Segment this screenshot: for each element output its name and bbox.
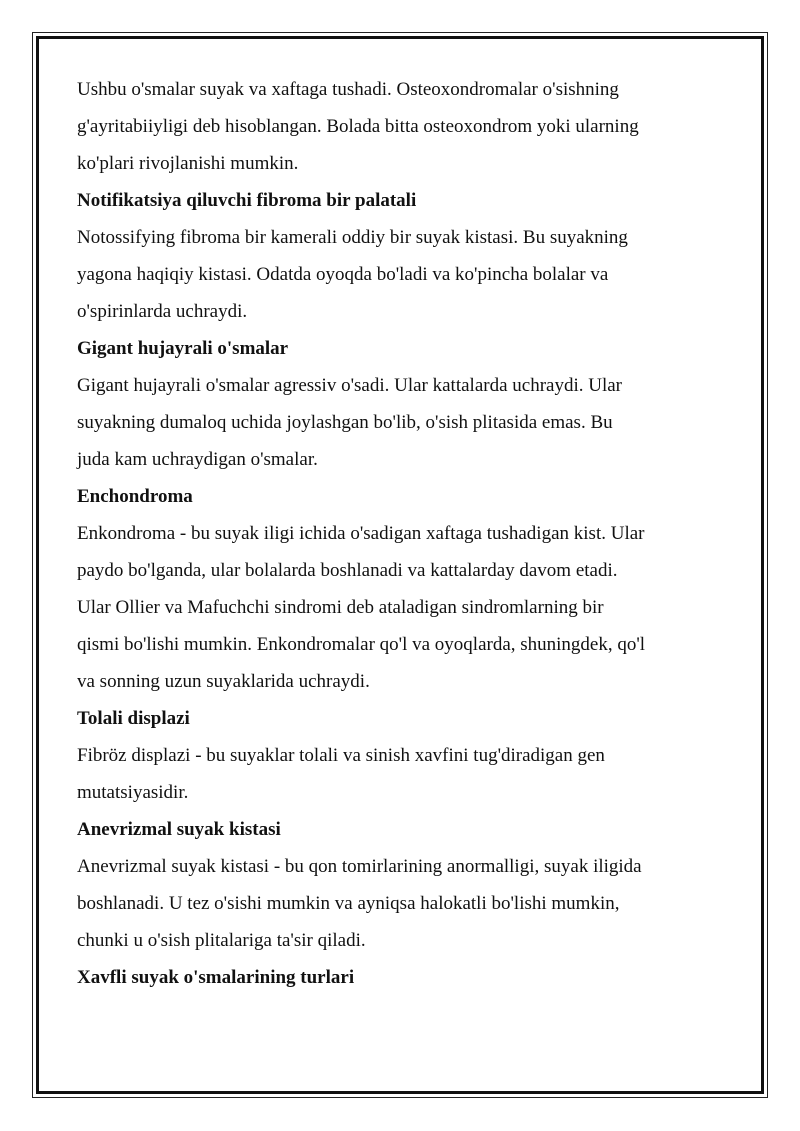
paragraph-line: Notossifying fibroma bir kamerali oddiy bir suyak kistasi. Bu suyakning [77,227,628,248]
paragraph-line: qismi bo'lishi mumkin. Enkondromalar qo'l va oyoqlarda, shuningdek, qo'l [77,634,646,655]
paragraph-line: mutatsiyasidir. [77,782,189,803]
section-heading: Anevrizmal suyak kistasi [77,819,281,840]
paragraph-line: boshlanadi. U tez o'sishi mumkin va ayniqsa halokatli bo'lishi mumkin, [77,893,620,914]
paragraph-line: Enkondroma - bu suyak iligi ichida o'sadigan xaftaga tushadigan kist. Ular [77,523,645,544]
section-heading: Gigant hujayrali o'smalar [77,338,289,359]
paragraph-line: Anevrizmal suyak kistasi - bu qon tomirlarining anormalligi, suyak iligida [77,856,642,877]
paragraph-line: o'spirinlarda uchraydi. [77,301,248,322]
paragraph-line: yagona haqiqiy kistasi. Odatda oyoqda bo'ladi va ko'pincha bolalar va [77,264,609,285]
paragraph-line: va sonning uzun suyaklarida uchraydi. [77,671,370,692]
paragraph-line: chunki u o'sish plitalariga ta'sir qiladi. [77,930,366,951]
paragraph-line: ko'plari rivojlanishi mumkin. [77,153,299,174]
paragraph-line: juda kam uchraydigan o'smalar. [77,449,318,470]
section-heading: Xavfli suyak o'smalarining turlari [77,967,355,988]
section-heading: Enchondroma [77,486,193,507]
paragraph-line: paydo bo'lganda, ular bolalarda boshlanadi va kattalarday davom etadi. [77,560,618,581]
document-body [77,71,727,996]
paragraph-line: Ular Ollier va Mafuchchi sindromi deb ataladigan sindromlarning bir [77,597,604,618]
paragraph-line: Fibröz displazi - bu suyaklar tolali va sinish xavfini tug'diradigan gen [77,745,605,766]
paragraph-line: Gigant hujayrali o'smalar agressiv o'sadi. Ular kattalarda uchraydi. Ular [77,375,622,396]
paragraph-line: suyakning dumaloq uchida joylashgan bo'lib, o'sish plitasida emas. Bu [77,412,613,433]
section-heading: Notifikatsiya qiluvchi fibroma bir palatali [77,190,417,211]
section-heading: Tolali displazi [77,708,190,729]
paragraph-line: g'ayritabiiyligi deb hisoblangan. Bolada bitta osteoxondrom yoki ularning [77,116,639,137]
paragraph-line: Ushbu o'smalar suyak va xaftaga tushadi. Osteoxondromalar o'sishning [77,79,619,100]
